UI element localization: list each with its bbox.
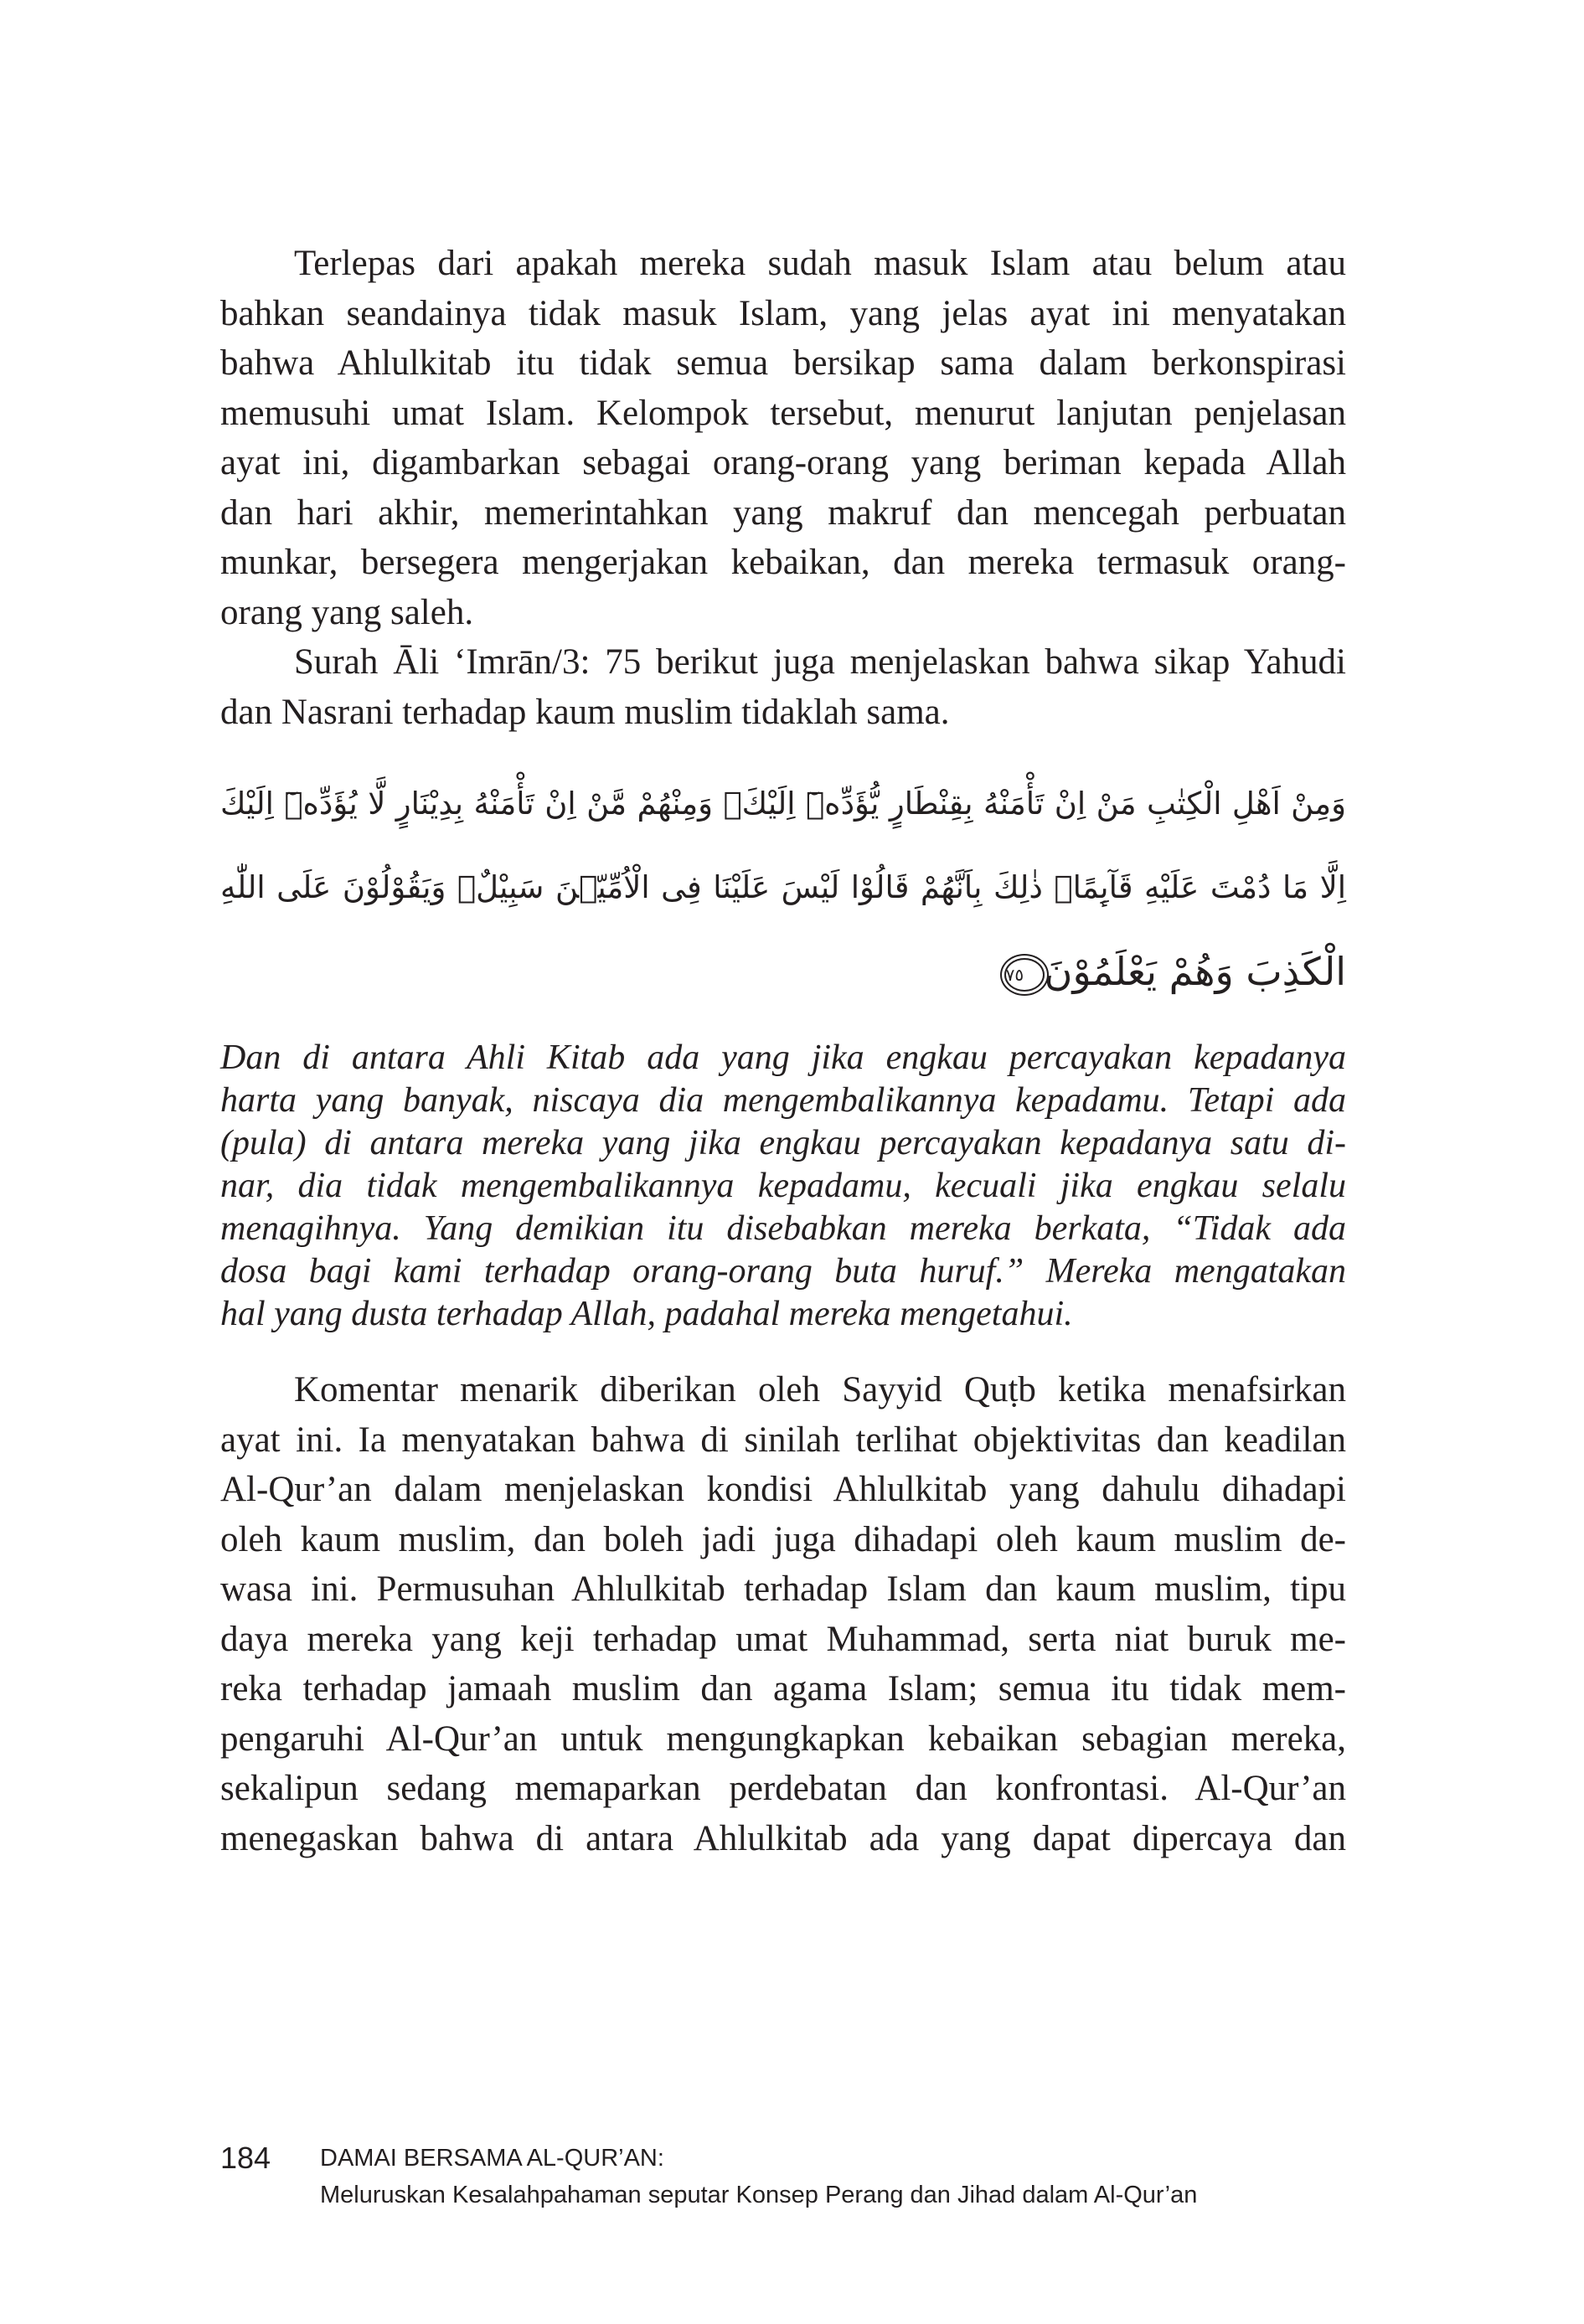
- book-subtitle: Meluruskan Kesalahpahaman seputar Konsep Perang dan Jihad dalam Al-Qur’an: [320, 2182, 1198, 2208]
- translation-line: Dan di antara Ahli Kitab ada yang jika engkau percayakan kepadanya: [220, 1038, 1346, 1077]
- paragraph-1-line: ayat ini, digambarkan sebagai orang-orang yang beriman kepada Allah: [220, 443, 1346, 482]
- paragraph-3-line: pengaruhi Al-Qur’an untuk mengungkapkan kebaikan sebagian mereka,: [220, 1719, 1346, 1759]
- verse-translation: [220, 1037, 1346, 1336]
- paragraph-3-line: wasa ini. Permusuhan Ahlulkitab terhadap Islam dan kaum muslim, tipu: [220, 1569, 1346, 1609]
- paragraph-1-line: memusuhi umat Islam. Kelompok tersebut, menurut lanjutan penjelasan: [220, 393, 1346, 433]
- arabic-verse-line: اِلَّا مَا دُمْتَ عَلَيْهِ قَآىِٕمًاۗ ذٰلِكَ بِاَنَّهُمْ قَالُوْا لَيْسَ عَلَيْنَا فِى الْاُمِّيّٖنَ سَبِيْلٌۚ وَيَقُوْلُوْنَ عَلَى اللّٰهِ: [220, 869, 1346, 905]
- translation-line: nar, dia tidak mengembalikannya kepadamu, kecuali jika engkau selalu: [220, 1167, 1346, 1205]
- arabic-verse-text: الْكَذِبَ وَهُمْ يَعْلَمُوْنَ: [1044, 949, 1346, 994]
- paragraph-3-line: ayat ini. Ia menyatakan bahwa di sinilah terlihat objektivitas dan keadilan: [220, 1420, 1346, 1460]
- arabic-verse-line: وَمِنْ اَهْلِ الْكِتٰبِ مَنْ اِنْ تَأْمَنْهُ بِقِنْطَارٍ يُّؤَدِّهٖٓ اِلَيْكَۚ وَمِنْهُمْ مَّنْ اِنْ تَأْمَنْهُ بِدِيْنَارٍ لَّا يُؤَدِّهٖٓ اِلَيْكَ: [220, 786, 1346, 822]
- ayah-number-marker: ٧٥: [1004, 958, 1045, 992]
- paragraph-3-line: reka terhadap jamaah muslim dan agama Islam; semua itu tidak mem-: [220, 1669, 1346, 1708]
- paragraph-3-line: sekalipun sedang memaparkan perdebatan dan konfrontasi. Al-Qur’an: [220, 1769, 1346, 1808]
- translation-line: (pula) di antara mereka yang jika engkau percayakan kepadanya satu di-: [220, 1124, 1346, 1162]
- paragraph-1-line: orang yang saleh.: [220, 592, 474, 632]
- paragraph-3-line: Al-Qur’an dalam menjelaskan kondisi Ahlulkitab yang dahulu dihadapi: [220, 1470, 1346, 1509]
- paragraph-1: [220, 239, 1346, 637]
- translation-line: hal yang dusta terhadap Allah, padahal mereka mengetahui.: [220, 1295, 1073, 1333]
- paragraph-2-line: Surah Āli ‘Imrān/3: 75 berikut juga menjelaskan bahwa sikap Yahudi: [294, 642, 1346, 682]
- page-footer: [220, 2140, 1346, 2215]
- paragraph-1-line: bahkan seandainya tidak masuk Islam, yang jelas ayat ini menyatakan: [220, 293, 1346, 333]
- paragraph-3-line: Komentar menarik diberikan oleh Sayyid Quṭb ketika menafsirkan: [294, 1370, 1346, 1409]
- paragraph-2: [220, 637, 1346, 737]
- paragraph-3-line: oleh kaum muslim, dan boleh jadi juga dihadapi oleh kaum muslim de-: [220, 1519, 1346, 1559]
- translation-line: menagihnya. Yang demikian itu disebabkan mereka berkata, “Tidak ada: [220, 1209, 1346, 1248]
- page-number: 184: [220, 2141, 271, 2175]
- paragraph-1-line: dan hari akhir, memerintahkan yang makruf dan mencegah perbuatan: [220, 492, 1346, 533]
- quran-verse-arabic: [220, 762, 1346, 1013]
- translation-line: dosa bagi kami terhadap orang-orang buta huruf.” Mereka mengatakan: [220, 1252, 1346, 1291]
- arabic-verse-line: [220, 930, 1346, 1013]
- book-title: DAMAI BERSAMA AL-QUR’AN:: [320, 2145, 664, 2172]
- translation-line: harta yang banyak, niscaya dia mengembalikannya kepadamu. Tetapi ada: [220, 1081, 1346, 1120]
- paragraph-2-line: dan Nasrani terhadap kaum muslim tidaklah sama.: [220, 692, 950, 732]
- paragraph-3: [220, 1365, 1346, 1863]
- paragraph-3-line: menegaskan bahwa di antara Ahlulkitab ada yang dapat dipercaya dan: [220, 1818, 1346, 1858]
- paragraph-3-line: daya mereka yang keji terhadap umat Muhammad, serta niat buruk me-: [220, 1619, 1346, 1659]
- paragraph-1-line: munkar, bersegera mengerjakan kebaikan, dan mereka termasuk orang-: [220, 543, 1346, 582]
- paragraph-1-line: bahwa Ahlulkitab itu tidak semua bersikap sama dalam berkonspirasi: [220, 343, 1346, 383]
- running-footer: [320, 2140, 1197, 2213]
- paragraph-1-line: Terlepas dari apakah mereka sudah masuk Islam atau belum atau: [294, 244, 1346, 283]
